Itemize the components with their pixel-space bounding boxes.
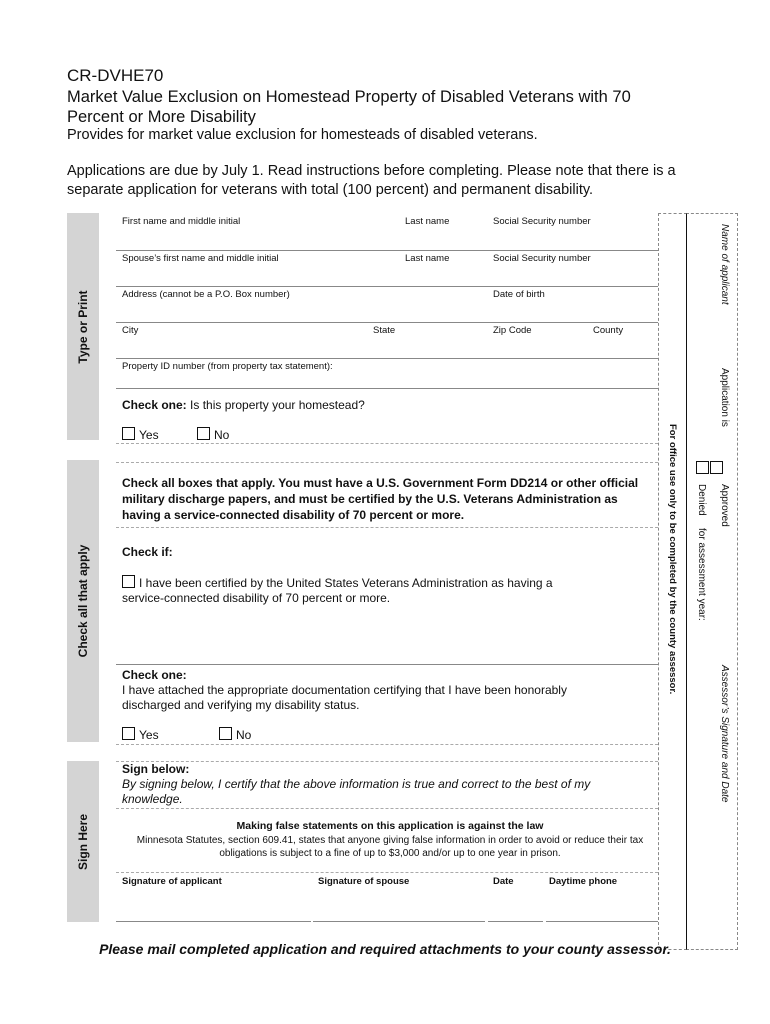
spouse-first-name-field[interactable]: Spouse’s first name and middle initial	[122, 253, 279, 264]
due-date-text: Applications are due by July 1.	[67, 163, 264, 179]
due-notice	[67, 162, 717, 200]
sidebar-check-all: Check all that apply	[67, 460, 99, 742]
va-certified-option[interactable]: I have been certified by the United States Veterans Administration as having a service-connected disability of 70 percent or more.	[122, 576, 553, 605]
documentation-yes-option[interactable]: Yes	[122, 727, 159, 742]
property-id-field[interactable]: Property ID number (from property tax statement):	[122, 361, 333, 372]
sidebar-sign-here: Sign Here	[67, 761, 99, 922]
city-field[interactable]: City	[122, 325, 139, 336]
documentation-no-checkbox[interactable]	[219, 727, 232, 740]
assessment-year-field[interactable]: for assessment year:	[696, 528, 707, 621]
va-certified-checkbox[interactable]	[122, 575, 135, 588]
state-field[interactable]: State	[373, 325, 396, 336]
zip-field[interactable]: Zip Code	[493, 325, 532, 336]
certification-statement: By signing below, I certify that the above information is true and correct to the best of my knowledge.	[122, 777, 591, 806]
documentation-no-option[interactable]: No	[219, 727, 251, 742]
spouse-ssn-field[interactable]: Social Security number	[493, 253, 591, 264]
applicant-signature-field[interactable]: Signature of applicant	[122, 876, 222, 887]
name-of-applicant-label: Name of applicant	[719, 224, 730, 305]
approved-checkbox[interactable]	[710, 461, 723, 474]
office-use-note: For office use only to be completed by the county assessor.	[667, 424, 678, 695]
spouse-signature-field[interactable]: Signature of spouse	[318, 876, 410, 887]
dob-field[interactable]: Date of birth	[493, 289, 545, 300]
assessor-column	[686, 213, 738, 950]
first-name-field[interactable]: First name and middle initial	[122, 216, 241, 227]
form-title: Market Value Exclusion on Homestead Property of Disabled Veterans with 70 Percent or More Disability	[67, 88, 631, 126]
daytime-phone-field[interactable]: Daytime phone	[549, 876, 618, 887]
assessor-signature-field[interactable]: Assessor’s Signature and Date	[719, 665, 730, 803]
check-one-label: Check one:	[122, 668, 187, 682]
homestead-yes-option[interactable]: Yes	[122, 427, 159, 442]
false-statement-body: Minnesota Statutes, section 609.41, states that anyone giving false information in order to avoid or reduce their tax obligations is subject to a fine of up to $3,000 and/or up to one year in prison.	[136, 835, 644, 859]
homestead-yes-checkbox[interactable]	[122, 427, 135, 440]
signature-date-field[interactable]: Date	[493, 876, 514, 887]
ssn-field[interactable]: Social Security number	[493, 216, 591, 227]
homestead-no-checkbox[interactable]	[197, 427, 210, 440]
documentation-yes-checkbox[interactable]	[122, 727, 135, 740]
denied-label: Denied	[696, 484, 707, 516]
homestead-question: Check one: Is this property your homestead?	[122, 398, 365, 412]
documentation-statement: I have attached the appropriate documentation certifying that I have been honorably discharged and verifying my disability status.	[122, 683, 567, 712]
address-field[interactable]: Address (cannot be a P.O. Box number)	[122, 289, 290, 300]
county-field[interactable]: County	[593, 325, 624, 336]
due-instructions: Read instructions before completing. Please note that there is a separate application for veterans with total (100 percent) and permanent disability.	[67, 163, 676, 198]
form-subtitle: Provides for market value exclusion for homesteads of disabled veterans.	[67, 127, 538, 143]
denied-checkbox[interactable]	[696, 461, 709, 474]
mailing-instructions: Please mail completed application and required attachments to your county assessor.	[99, 941, 671, 957]
spouse-last-name-field[interactable]: Last name	[405, 253, 450, 264]
homestead-no-option[interactable]: No	[197, 427, 229, 442]
false-statement-title: Making false statements on this application is against the law	[236, 820, 544, 832]
sign-below-label: Sign below:	[122, 762, 190, 776]
form-code: CR-DVHE70	[67, 66, 164, 85]
check-if-label: Check if:	[122, 545, 173, 559]
application-is-label: Application is	[719, 368, 730, 427]
eligibility-instructions: Check all boxes that apply. You must have a U.S. Government Form DD214 or other official military discharge papers, and must be certified by the U.S. Veterans Administration as having a service-connected disability of 70 percent or more.	[122, 476, 639, 522]
approved-label: Approved	[719, 484, 730, 527]
sidebar-type-or-print: Type or Print	[67, 213, 99, 440]
last-name-field[interactable]: Last name	[405, 216, 450, 227]
